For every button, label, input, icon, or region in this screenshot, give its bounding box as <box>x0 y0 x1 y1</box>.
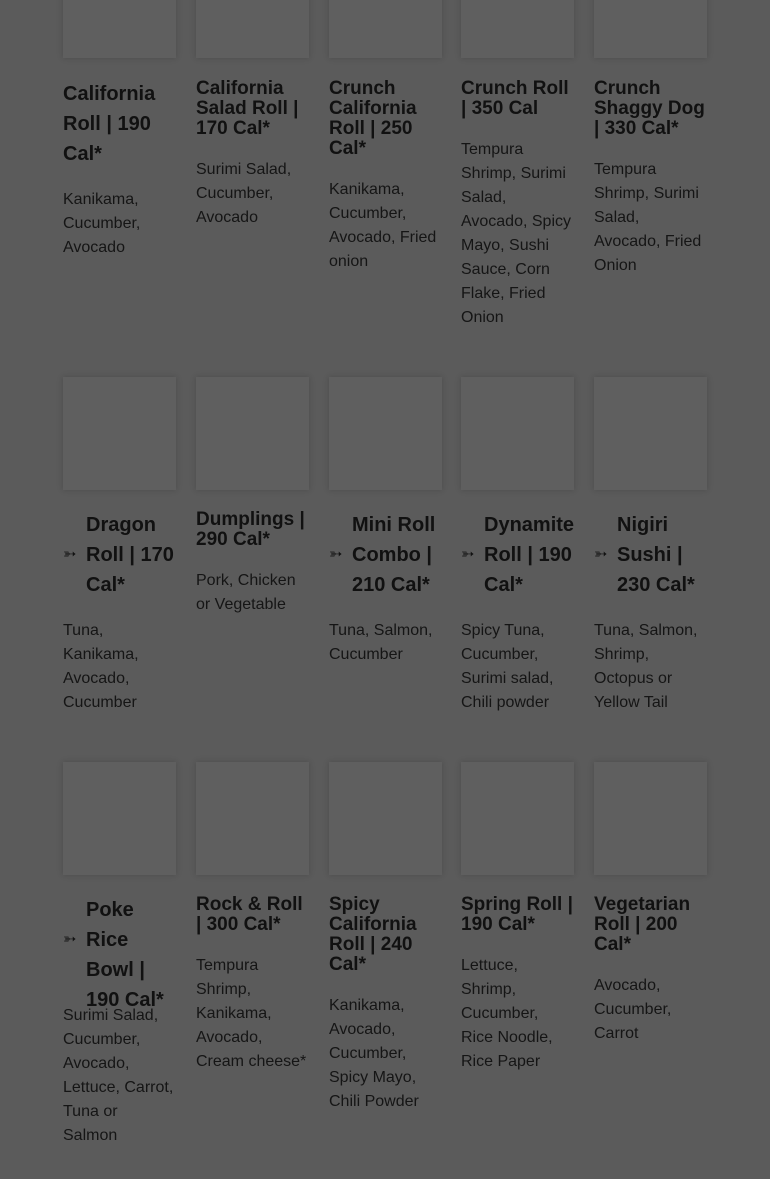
item-description: Tuna, Kanikama, Avocado, Cucumber <box>63 622 139 711</box>
fish-icon: ➳ <box>63 546 77 563</box>
item-description: Kanikama, Cucumber, Avocado, Fried onion <box>329 181 437 270</box>
item-description: Avocado, Cucumber, Carrot <box>594 977 672 1042</box>
item-title: Vegetarian Roll | 200 Cal* <box>594 894 691 955</box>
california-roll-image <box>63 0 176 58</box>
item-title: Dynamite Roll | 190 Cal* <box>484 514 575 596</box>
item-description: Pork, Chicken or Vegetable <box>196 572 296 613</box>
item-description: Spicy Tuna, Cucumber, Surimi salad, Chili powder <box>461 622 554 711</box>
item-title: California Salad Roll | 170 Cal* <box>196 78 299 139</box>
item-description: Tempura Shrimp, Surimi Salad, Avocado, Fried Onion <box>594 161 702 274</box>
item-title: Nigiri Sushi | 230 Cal* <box>617 514 695 596</box>
item-description: Surimi Salad, Cucumber, Avocado, Lettuce, Carrot, Tuna or Salmon <box>63 1007 174 1144</box>
dynamite-roll-image <box>461 377 574 490</box>
item-description: Tuna, Salmon, Cucumber <box>329 622 433 663</box>
dumplings-image <box>196 377 309 490</box>
item-description: Kanikama, Avocado, Cucumber, Spicy Mayo, Chili Powder <box>329 997 419 1110</box>
vegetarian-roll-image <box>594 762 707 875</box>
spicy-california-roll-image <box>329 762 442 875</box>
item-description: Surimi Salad, Cucumber, Avocado <box>196 161 292 226</box>
item-title: Mini Roll Combo | 210 Cal* <box>352 514 436 596</box>
item-title: Crunch California Roll | 250 Cal* <box>329 78 417 159</box>
dragon-roll-image <box>63 377 176 490</box>
item-title: Crunch Roll | 350 Cal <box>461 78 569 119</box>
item-title: Dragon Roll | 170 Cal* <box>86 514 174 596</box>
fish-icon: ➳ <box>461 546 475 563</box>
item-description: Kanikama, Cucumber, Avocado <box>63 191 141 256</box>
item-title: Spring Roll | 190 Cal* <box>461 894 573 935</box>
crunch-shaggy-dog-image <box>594 0 707 58</box>
mini-roll-combo-image <box>329 377 442 490</box>
item-title: Poke Rice Bowl | 190 Cal* <box>86 899 164 1011</box>
item-title: California Roll | 190 Cal* <box>63 83 156 165</box>
crunch-california-roll-image <box>329 0 442 58</box>
fish-icon: ➳ <box>329 546 343 563</box>
item-title: Rock & Roll | 300 Cal* <box>196 894 303 935</box>
fish-icon: ➳ <box>63 931 77 948</box>
nigiri-sushi-image <box>594 377 707 490</box>
fish-icon: ➳ <box>594 546 608 563</box>
item-description: Tempura Shrimp, Surimi Salad, Avocado, Spicy Mayo, Sushi Sauce, Corn Flake, Fried Onion <box>461 141 571 326</box>
item-title: Crunch Shaggy Dog | 330 Cal* <box>594 78 705 139</box>
item-title: Spicy California Roll | 240 Cal* <box>329 894 417 975</box>
item-description: Tempura Shrimp, Kanikama, Avocado, Cream cheese* <box>196 957 307 1070</box>
poke-rice-bowl-image <box>63 762 176 875</box>
crunch-roll-image <box>461 0 574 58</box>
item-description: Lettuce, Shrimp, Cucumber, Rice Noodle, Rice Paper <box>461 957 553 1070</box>
california-salad-roll-image <box>196 0 309 58</box>
item-title: Dumplings | 290 Cal* <box>196 509 305 550</box>
spring-roll-image <box>461 762 574 875</box>
item-description: Tuna, Salmon, Shrimp, Octopus or Yellow Tail <box>594 622 698 711</box>
rock-and-roll-image <box>196 762 309 875</box>
